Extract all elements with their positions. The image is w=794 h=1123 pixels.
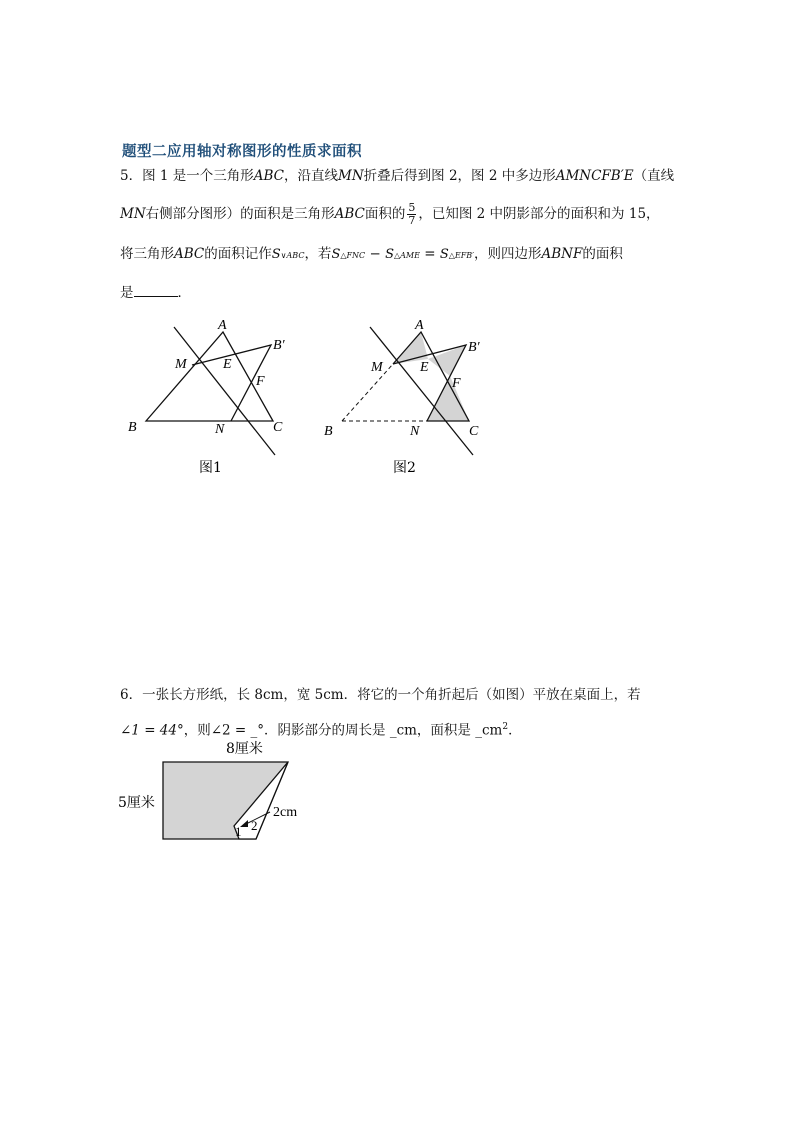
- q6-line-1: 6．一张长方形纸，长 8cm，宽 5cm．将它的一个角折起后（如图）平放在桌面上，若: [120, 687, 641, 703]
- q5-line-4: 是 ．: [120, 285, 191, 301]
- section-heading: 题型二应用轴对称图形的性质求面积: [122, 143, 362, 160]
- answer-blank: [134, 284, 178, 297]
- length-label: 8厘米: [226, 741, 263, 757]
- q6-line-2: ∠1 = 44°，则∠2 = _°．阴影部分的周长是 _cm，面积是 $\_cm^2$．: [120, 722, 522, 739]
- q5-line-2: MN右侧部分图形）的面积是三角形ABC面积的 $\frac{5}{7}$ ，已知图 2 中阴影部分的面积和为 15，: [120, 201, 660, 227]
- label-A: A: [415, 318, 424, 333]
- label-F: F: [256, 374, 265, 389]
- figure-2-caption: 图2: [393, 460, 416, 476]
- fold-length-label: 2cm: [273, 805, 298, 820]
- figure-q6: [110, 740, 340, 850]
- figure-2: [315, 310, 505, 480]
- figure-1-caption: 图1: [199, 460, 222, 476]
- q5-line-1: 5．图 1 是一个三角形ABC，沿直线MN折叠后得到图 2，图 2 中多边形AMNCFB′E（直线: [120, 168, 675, 184]
- label-C: C: [273, 420, 283, 435]
- label-B: B: [128, 420, 137, 435]
- label-N: N: [410, 424, 420, 439]
- width-label: 5厘米: [118, 795, 155, 811]
- label-Bprime: B′: [273, 338, 285, 353]
- label-Bprime: B′: [468, 340, 480, 355]
- q5-line-3: 将三角形ABC的面积记作S∨ABC，若S△FNC − S△AME = S△EFB′，则四边形ABNF的面积: [120, 246, 623, 262]
- angle-2-label: 2: [251, 818, 258, 833]
- label-C: C: [469, 424, 479, 439]
- label-E: E: [223, 357, 232, 372]
- label-M: M: [175, 357, 187, 372]
- angle-1-label: 1: [235, 824, 242, 839]
- figure-1: [120, 310, 300, 480]
- label-E: E: [420, 360, 429, 375]
- dashed-edge-bm: [342, 364, 393, 421]
- fold-line-mn: [174, 327, 275, 455]
- fraction-five-sevenths: $\frac{5}{7}$: [408, 201, 416, 227]
- label-A: A: [218, 318, 227, 333]
- label-F: F: [452, 376, 461, 391]
- label-N: N: [215, 422, 225, 437]
- label-M: M: [371, 360, 383, 375]
- label-B: B: [324, 424, 333, 439]
